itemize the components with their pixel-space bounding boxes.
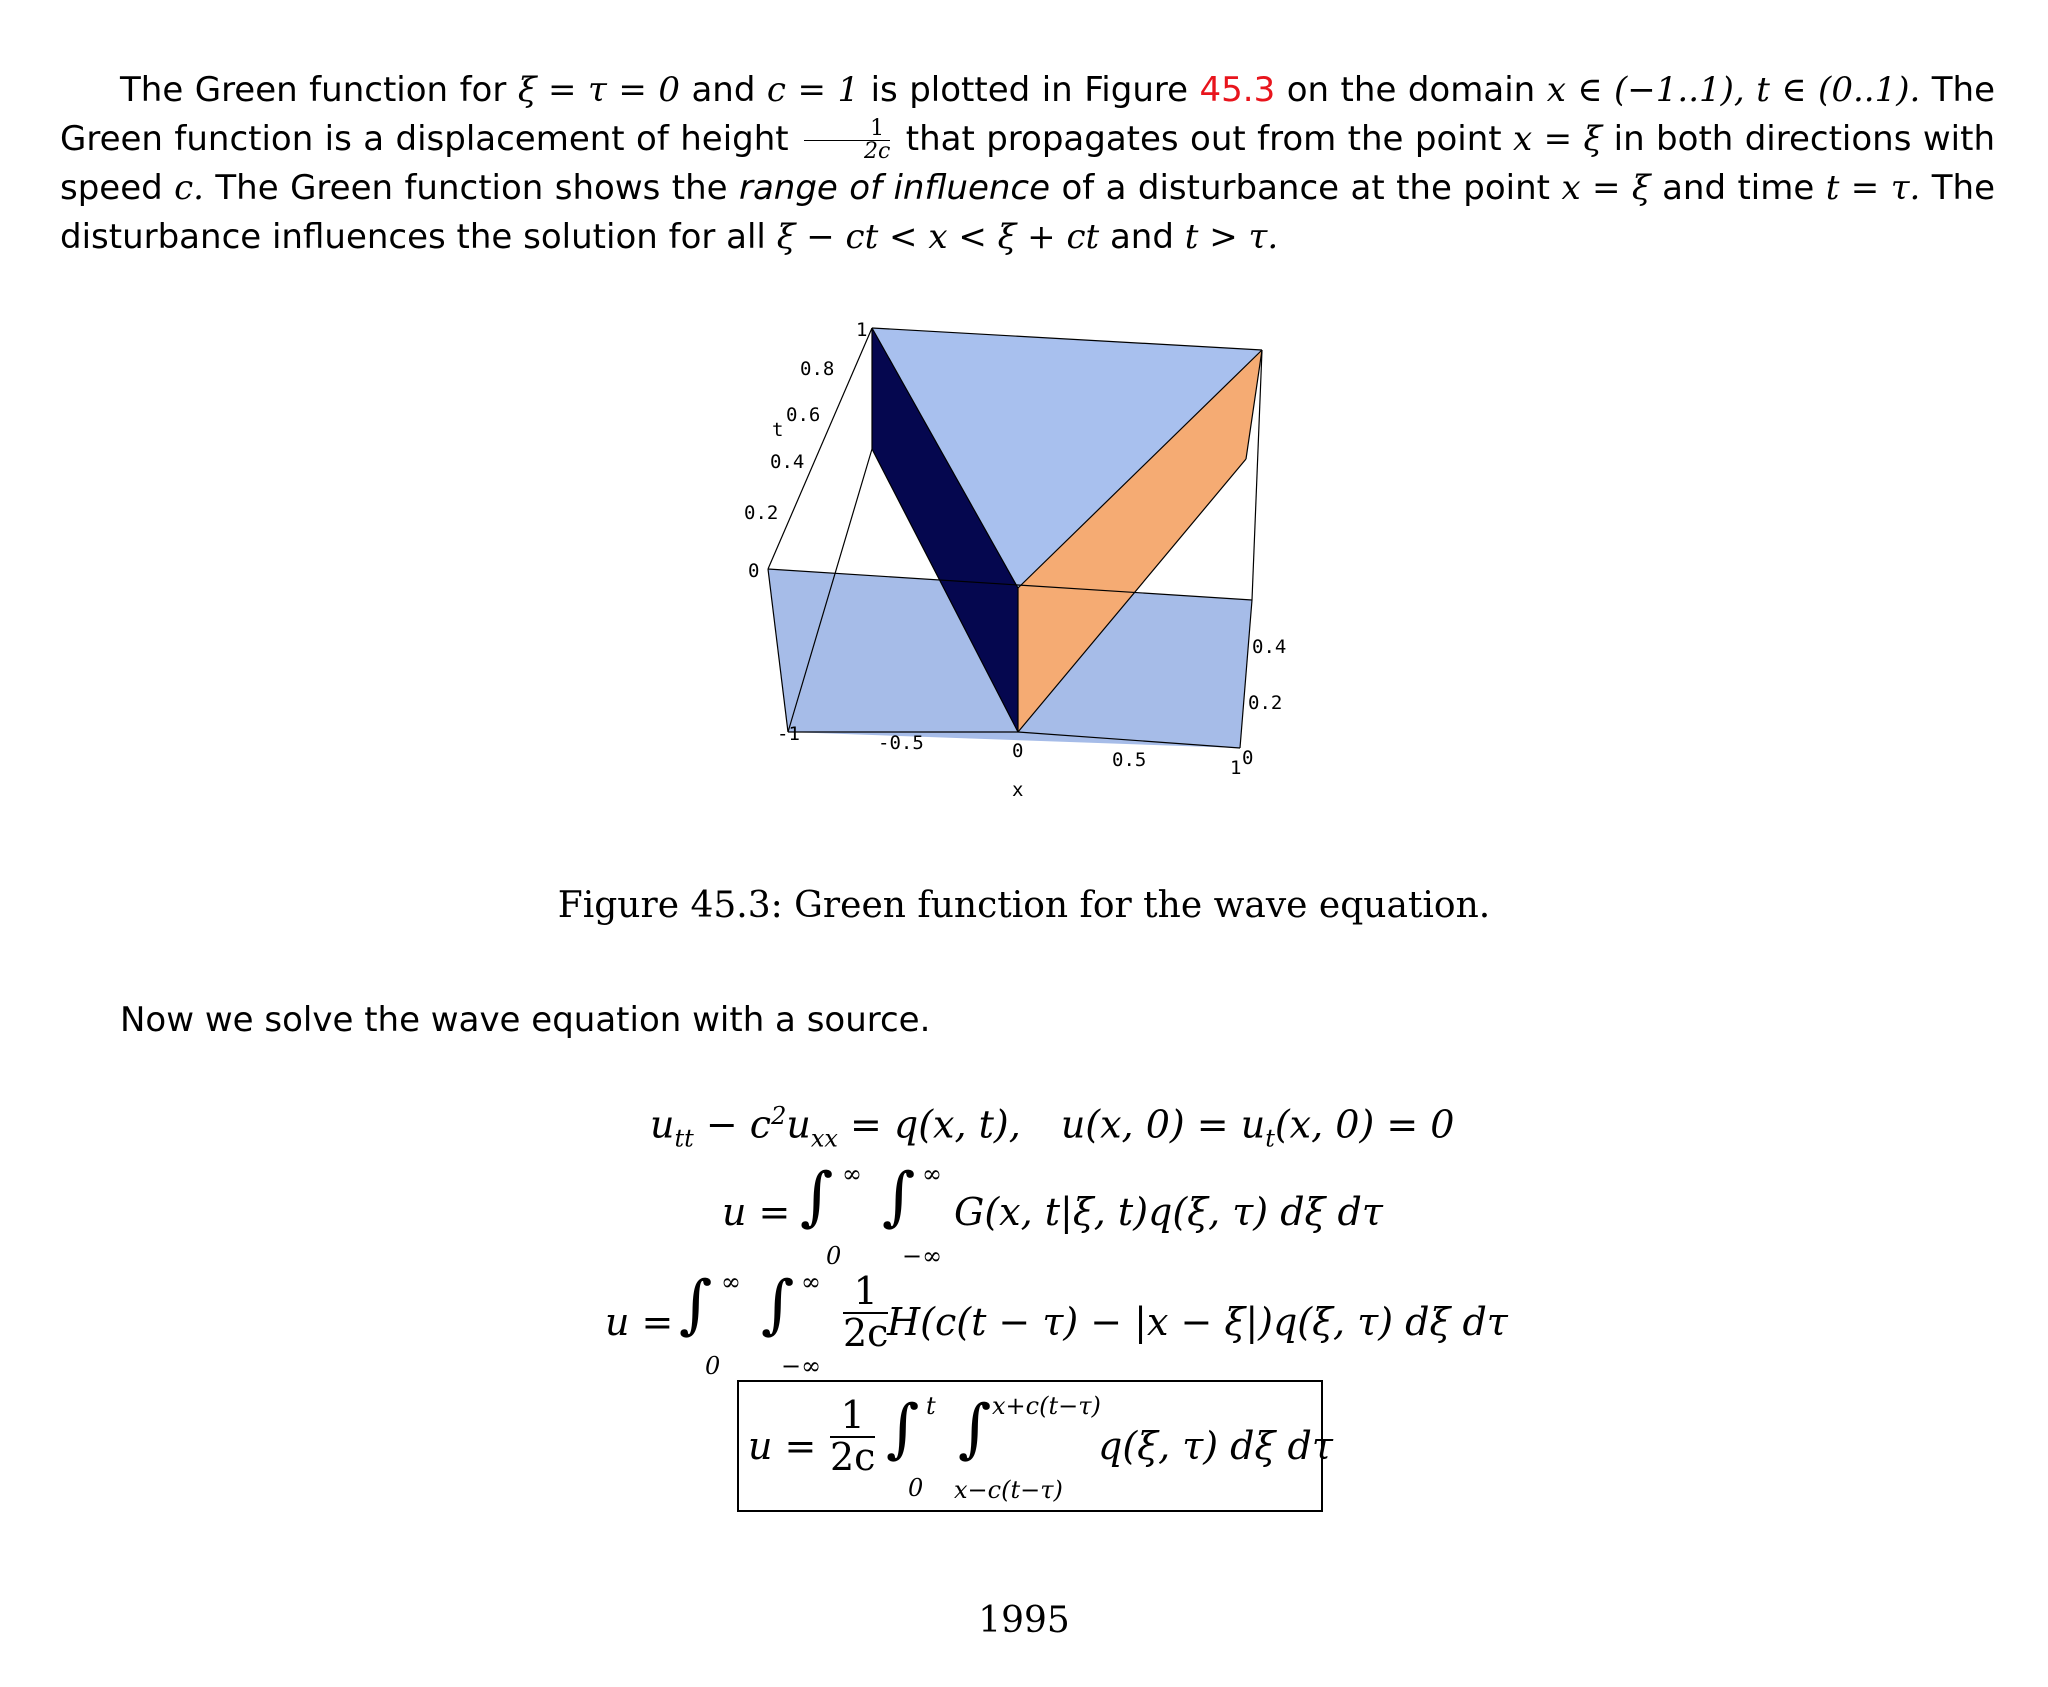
figure-caption: Figure 45.3: Green function for the wave equation. (557, 885, 1491, 926)
inline-math: t > τ. (1184, 217, 1279, 257)
integral-sign: ∫ (800, 1160, 834, 1234)
text-run: that propagates out from the point (894, 119, 1514, 159)
integral-sign: ∫ (882, 1160, 916, 1234)
z-tick-label: 0.2 (1248, 692, 1283, 714)
integral-lower-limit: −∞ (781, 1352, 822, 1380)
figure-reference-link[interactable]: 45.3 (1199, 70, 1276, 110)
x-axis-label: x (1012, 779, 1024, 801)
integral-upper-limit: ∞ (842, 1160, 862, 1188)
fraction-denominator: 2c (864, 139, 891, 164)
z-tick-label: 0.4 (1252, 636, 1287, 658)
t-tick-label: 0.4 (770, 451, 805, 473)
x-tick-label: 1 (1230, 757, 1242, 779)
eq-symbol: = q(x, t), (837, 1102, 1021, 1147)
x-tick-label: 0.5 (1112, 749, 1147, 771)
eq-subscript: t (1265, 1124, 1275, 1153)
fraction-denominator: 2c (843, 1310, 889, 1355)
text-run: is plotted in Figure (859, 70, 1200, 110)
integral-lower-limit: 0 (705, 1352, 721, 1380)
fraction-numerator: 1 (830, 1396, 875, 1438)
t-tick-label: 0.2 (744, 502, 779, 524)
t-axis-label: t (772, 419, 784, 441)
integral-sign: ∫ (886, 1392, 920, 1466)
inline-math: t = τ. (1825, 168, 1921, 208)
intro-paragraph (60, 66, 1995, 262)
equation-fraction (843, 1269, 889, 1355)
emphasis-text: range of influence (738, 168, 1051, 208)
fraction-numerator: 1 (843, 1272, 888, 1314)
t-tick-label: 0.8 (800, 358, 835, 380)
x-tick-label: 0 (1012, 740, 1024, 762)
integral-upper-limit: ∞ (801, 1268, 821, 1296)
eq-symbol: u = (605, 1300, 674, 1344)
eq-symbol: (x, 0) = 0 (1274, 1102, 1455, 1147)
text-run: The Green function shows the (204, 168, 739, 208)
page-number: 1995 (978, 1600, 1070, 1641)
t-tick-label: 0.6 (786, 404, 821, 426)
text-run: The disturbance influences the solution for all (60, 168, 1995, 257)
integral-upper-limit: ∞ (922, 1160, 942, 1188)
inline-math: x ∈ (−1..1), (1546, 70, 1745, 110)
eq-body: q(ξ, τ) dξ dτ (1098, 1424, 1333, 1468)
text-run: The Green function is a displacement of height (60, 70, 1996, 159)
eq-body: G(x, t|ξ, t)q(ξ, τ) dξ dτ (954, 1190, 1383, 1234)
integral-lower-limit: 0 (826, 1242, 842, 1270)
text-run: and (1099, 217, 1185, 257)
eq-symbol: u = (748, 1424, 817, 1468)
inline-math: c. (174, 168, 204, 208)
integral-sign: ∫ (958, 1392, 992, 1466)
integral-upper-limit: t (926, 1392, 936, 1420)
text-run: The Green function for (120, 70, 518, 110)
z-tick-label: 0 (1242, 747, 1254, 769)
integral-lower-limit: 0 (908, 1474, 924, 1502)
t-tick-label: 1 (856, 319, 868, 341)
eq-body: H(c(t − τ) − |x − ξ|)q(ξ, τ) dξ dτ (887, 1300, 1508, 1344)
paragraph-text (60, 66, 1995, 262)
eq-symbol: u(x, 0) = u (1060, 1102, 1266, 1147)
text-run: and (679, 70, 767, 110)
integral-upper-limit: ∞ (721, 1268, 741, 1296)
integral-upper-limit: x+c(t−τ) (992, 1392, 1101, 1420)
integral-sign: ∫ (679, 1268, 713, 1342)
eq-symbol: − c (693, 1102, 772, 1147)
integral-lower-limit: x−c(t−τ) (954, 1476, 1063, 1504)
eq-subscript: xx (810, 1124, 838, 1153)
inline-fraction (804, 118, 890, 163)
green-function-3d-plot (720, 300, 1340, 820)
eq-symbol: u = (722, 1190, 791, 1234)
text-run: on the domain (1275, 70, 1547, 110)
eq-symbol: u (650, 1102, 675, 1147)
section-text: Now we solve the wave equation with a source. (120, 1000, 931, 1040)
text-run: and time (1650, 168, 1826, 208)
fraction-numerator: 1 (804, 118, 890, 141)
t-tick-label: 0 (748, 560, 760, 582)
equation-fraction (830, 1393, 876, 1479)
inline-math: x = ξ (1561, 168, 1651, 208)
eq-symbol: u (786, 1102, 811, 1147)
x-tick-label: -1 (777, 723, 800, 745)
eq-superscript: 2 (771, 1102, 787, 1130)
inline-math: c = 1 (766, 70, 860, 110)
x-tick-label: -0.5 (878, 732, 924, 754)
inline-math: ξ − ct < x < ξ + ct (776, 217, 1100, 257)
inline-math: ξ = τ = 0 (517, 70, 680, 110)
text-run: in both directions with speed (60, 119, 1995, 208)
inline-math: x = ξ (1513, 119, 1603, 159)
inline-math: t ∈ (0..1). (1756, 70, 1921, 110)
integral-sign: ∫ (761, 1268, 795, 1342)
text-run: of a disturbance at the point (1050, 168, 1562, 208)
eq-subscript: tt (674, 1124, 694, 1153)
fraction-denominator: 2c (830, 1434, 876, 1479)
integral-lower-limit: −∞ (902, 1242, 943, 1270)
equation-wave-source (650, 1102, 1454, 1152)
